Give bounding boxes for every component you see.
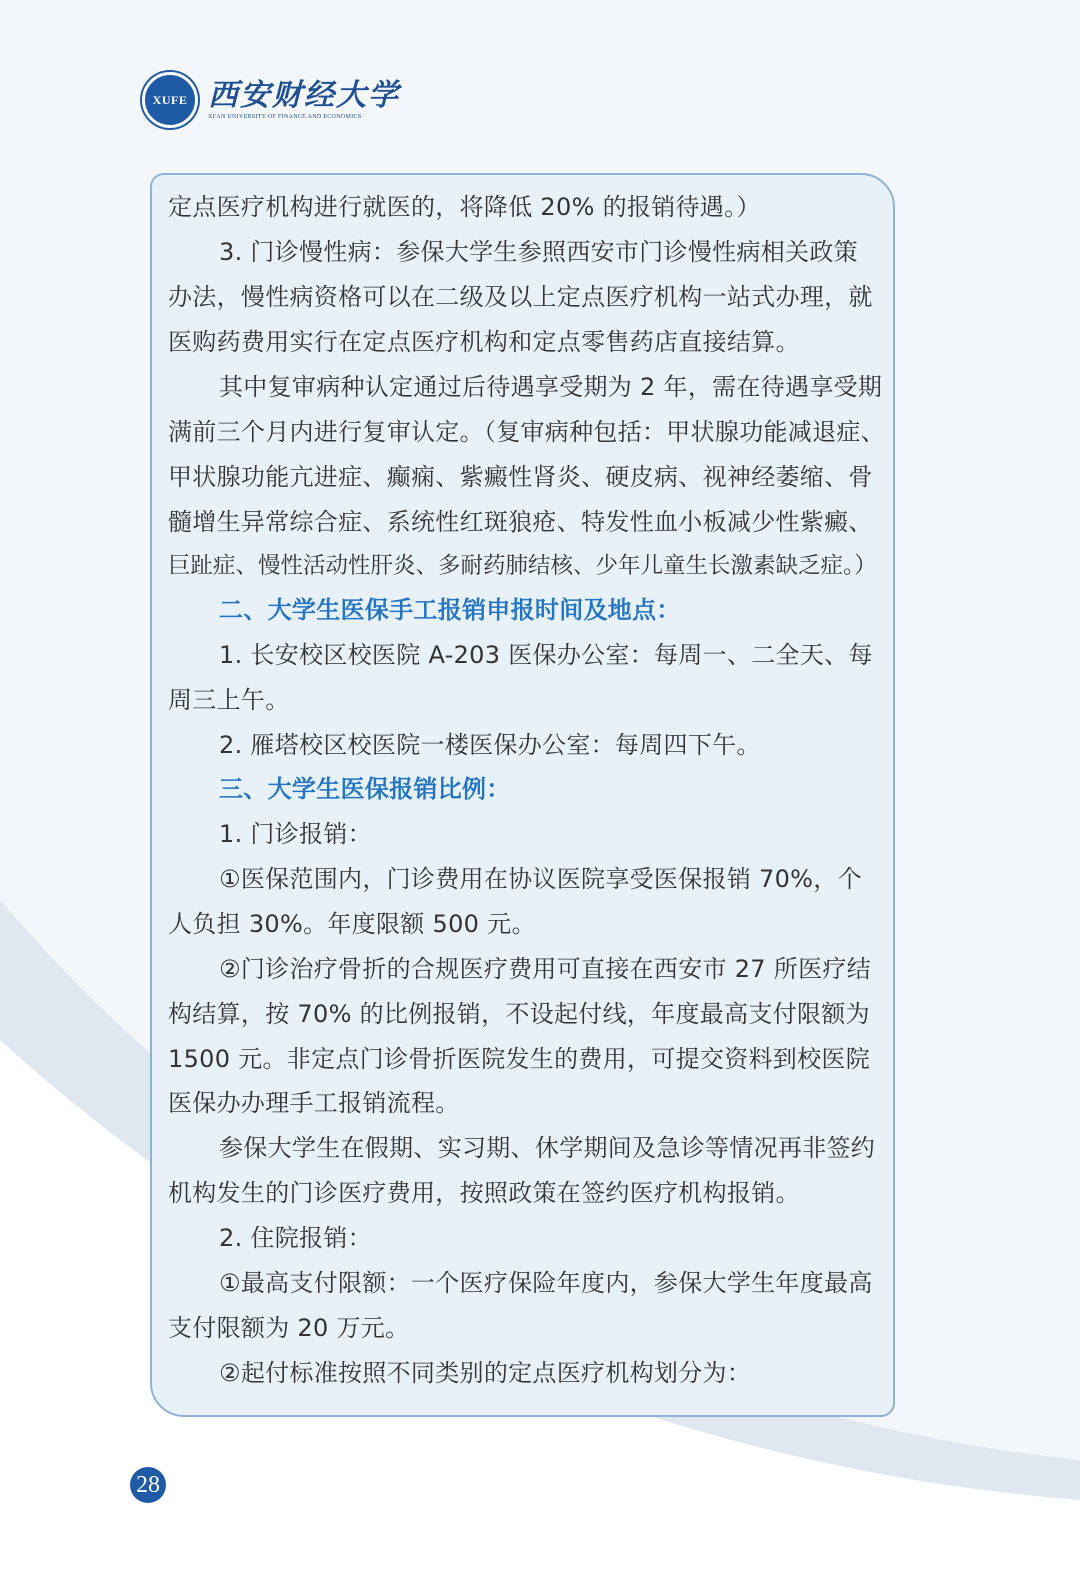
- text-line: 构结算，按 70% 的比例报销，不设起付线，年度最高支付限额为: [168, 1000, 870, 1028]
- university-header: [142, 74, 400, 126]
- text-line: ②起付标准按照不同类别的定点医疗机构划分为：: [219, 1359, 752, 1387]
- text-line: 办法，慢性病资格可以在二级及以上定点医疗机构一站式办理，就: [168, 283, 873, 311]
- text-line: ②门诊治疗骨折的合规医疗费用可直接在西安市 27 所医疗结: [219, 955, 872, 983]
- text-line: ①最高支付限额：一个医疗保险年度内，参保大学生年度最高: [219, 1269, 873, 1297]
- text-line: 满前三个月内进行复审认定。（复审病种包括：甲状腺功能减退症、: [168, 418, 885, 446]
- text-line: 其中复审病种认定通过后待遇享受期为 2 年，需在待遇享受期: [219, 373, 883, 401]
- text-line: 3. 门诊慢性病：参保大学生参照西安市门诊慢性病相关政策: [219, 238, 858, 266]
- text-line: 甲状腺功能亢进症、癫痫、紫癜性肾炎、硬皮病、视神经萎缩、骨: [168, 463, 873, 491]
- text-line: 巨趾症、慢性活动性肝炎、多耐药肺结核、少年儿童生长激素缺乏症。）: [168, 553, 877, 579]
- seal-text: XUFE: [152, 92, 188, 107]
- university-seal-logo: [142, 72, 198, 128]
- section-heading: 二、大学生医保手工报销申报时间及地点：: [219, 596, 681, 624]
- text-line: 支付限额为 20 万元。: [168, 1314, 410, 1342]
- text-line: 人负担 30%。年度限额 500 元。: [168, 910, 536, 938]
- section-heading: 三、大学生医保报销比例：: [219, 775, 511, 803]
- text-line: 定点医疗机构进行就医的，将降低 20% 的报销待遇。）: [168, 193, 761, 221]
- text-line: 医保办办理手工报销流程。: [168, 1089, 460, 1117]
- page-number: 28: [130, 1467, 166, 1503]
- text-line: 1. 门诊报销：: [219, 820, 372, 848]
- text-line: 1. 长安校区校医院 A-203 医保办公室：每周一、二全天、每: [219, 641, 873, 669]
- university-name-en: XI'AN UNIVERSITY OF FINANCE AND ECONOMICS: [208, 114, 362, 120]
- text-line: 周三上午。: [168, 686, 290, 714]
- text-line: 参保大学生在假期、实习期、休学期间及急诊等情况再非签约: [219, 1134, 876, 1162]
- text-line: 2. 雁塔校区校医院一楼医保办公室：每周四下午。: [219, 731, 761, 759]
- text-line: 1500 元。非定点门诊骨折医院发生的费用，可提交资料到校医院: [168, 1045, 871, 1073]
- text-line: 医购药费用实行在定点医疗机构和定点零售药店直接结算。: [168, 328, 800, 356]
- text-line: 髓增生异常综合症、系统性红斑狼疮、特发性血小板减少性紫癜、: [168, 508, 873, 536]
- university-name-cn: 西安财经大学: [208, 78, 400, 113]
- text-line: 机构发生的门诊医疗费用，按照政策在签约医疗机构报销。: [168, 1179, 800, 1207]
- text-line: 2. 住院报销：: [219, 1224, 372, 1252]
- text-line: ①医保范围内，门诊费用在协议医院享受医保报销 70%，个: [219, 865, 862, 893]
- university-wordmark: [208, 79, 400, 121]
